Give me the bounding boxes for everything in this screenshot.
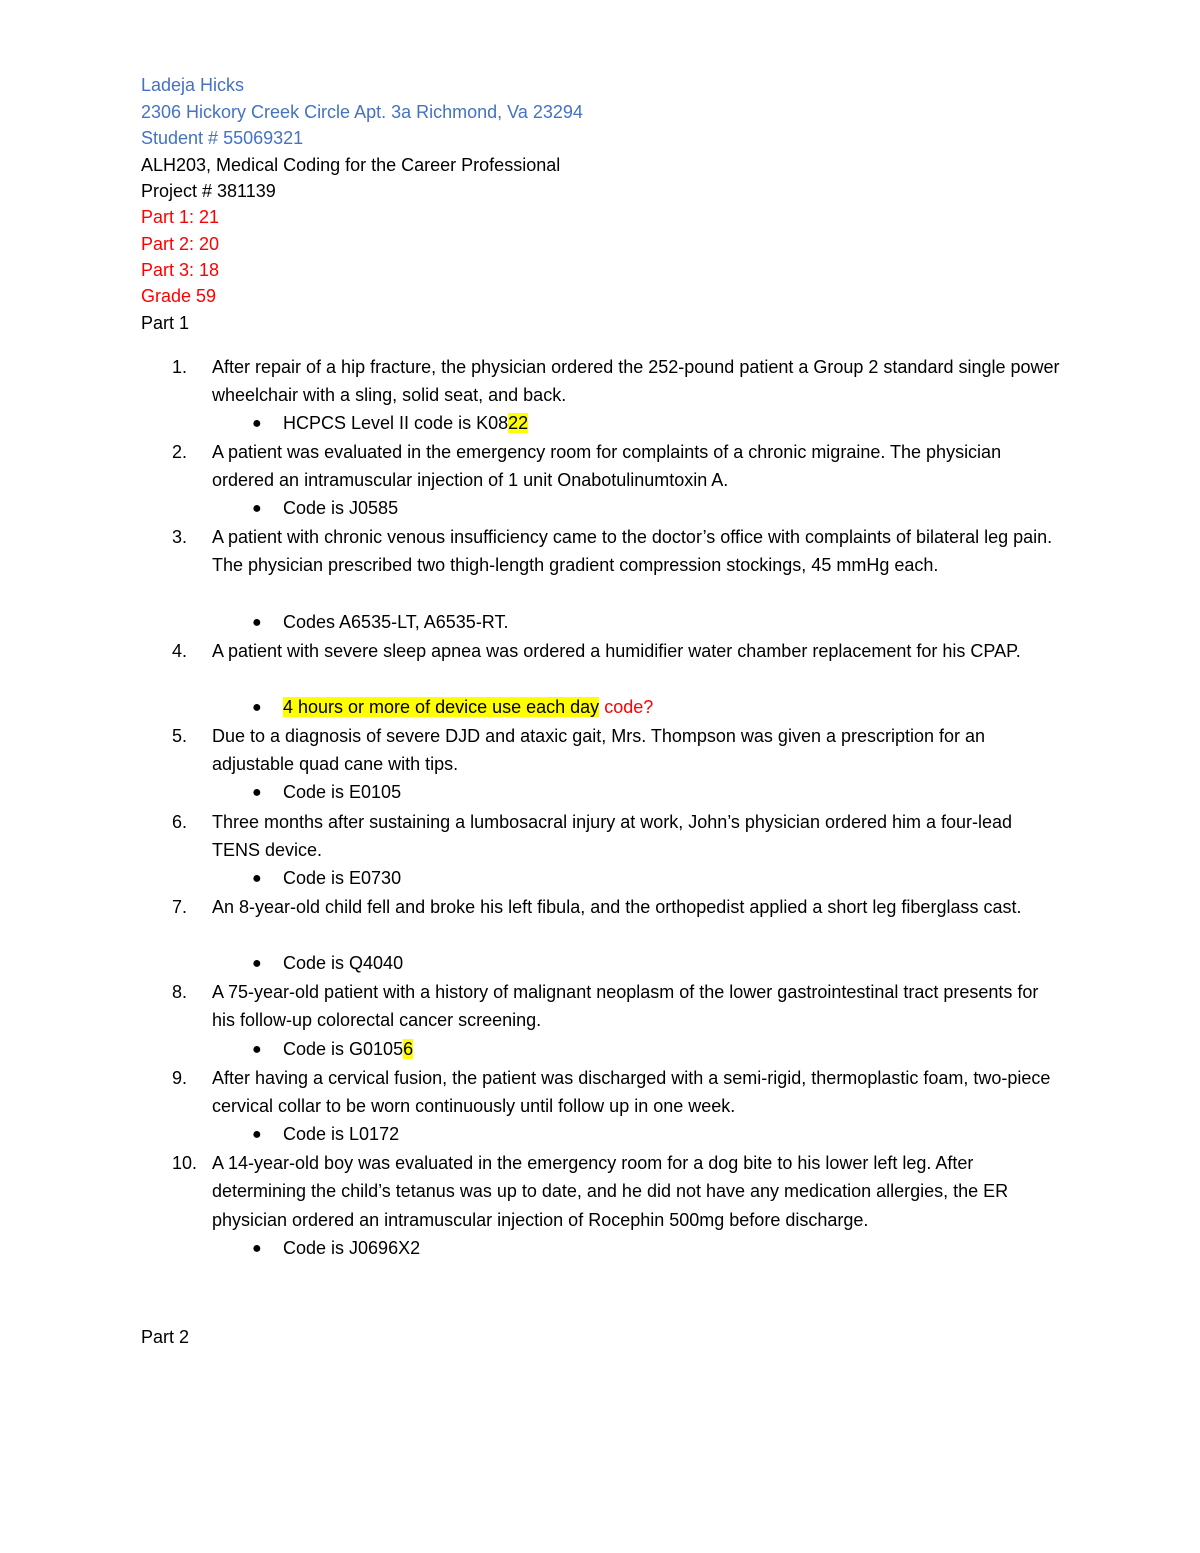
answer <box>283 693 653 721</box>
answer <box>283 409 528 437</box>
bullet-icon: ● <box>252 1041 262 1058</box>
part1-heading: Part 1 <box>141 313 190 333</box>
bullet-icon: ● <box>252 500 262 517</box>
question-text: Three months after sustaining a lumbosacral injury at work, John’s physician ordered him a four-lead TENS device. <box>212 812 1013 861</box>
answer-highlight: 4 hours or more of device use each day <box>283 697 600 717</box>
bullet-icon: ● <box>252 699 262 716</box>
bullet-icon: ● <box>252 784 262 801</box>
course-title: ALH203, Medical Coding for the Career Professional <box>141 155 561 175</box>
bullet-icon: ● <box>252 955 262 972</box>
bullet-icon: ● <box>252 1126 262 1143</box>
student-address: 2306 Hickory Creek Circle Apt. 3a Richmond, Va 23294 <box>141 102 583 122</box>
question-number: 1. <box>172 357 188 377</box>
answer: Codes A6535-LT, A6535-RT. <box>283 612 509 632</box>
part3-score: Part 3: 18 <box>141 260 220 280</box>
question-text: After repair of a hip fracture, the physician ordered the 252-pound patient a Group 2 standard single power wheelchair with a sling, solid seat, and back. <box>212 357 1060 406</box>
question-number: 8. <box>172 982 188 1002</box>
project-number: Project # 381139 <box>141 181 276 201</box>
question-text: A patient was evaluated in the emergency room for complaints of a chronic migraine. The physician ordered an intramuscular injection of 1 unit Onabotulinumtoxin A. <box>212 442 1002 491</box>
question-text: A patient with chronic venous insufficiency came to the doctor’s office with complaints of bilateral leg pain. The physician prescribed two thigh-length gradient compression stockings, 45 mmHg each. <box>212 527 1053 576</box>
answer: Code is J0585 <box>283 498 399 518</box>
grade: Grade 59 <box>141 286 217 306</box>
question-number: 4. <box>172 641 188 661</box>
part2-heading: Part 2 <box>141 1327 190 1347</box>
bullet-icon: ● <box>252 1240 262 1257</box>
question-number: 2. <box>172 442 188 462</box>
answer <box>283 1035 413 1063</box>
question-text: A patient with severe sleep apnea was ordered a humidifier water chamber replacement for his CPAP. <box>212 641 1021 661</box>
answer: Code is Q4040 <box>283 953 404 973</box>
question-text: After having a cervical fusion, the patient was discharged with a semi-rigid, thermoplastic foam, two-piece cervical collar to be worn continuously until follow up in one week. <box>212 1068 1051 1117</box>
question-number: 10. <box>172 1153 198 1173</box>
part2-score: Part 2: 20 <box>141 234 220 254</box>
answer-text: Code is G0105 <box>283 1039 404 1059</box>
question-text: An 8-year-old child fell and broke his left fibula, and the orthopedist applied a short leg fiberglass cast. <box>212 897 1022 917</box>
question-text: A 75-year-old patient with a history of malignant neoplasm of the lower gastrointestinal tract presents for his follow-up colorectal cancer screening. <box>212 982 1039 1031</box>
question-number: 7. <box>172 897 188 917</box>
part1-score: Part 1: 21 <box>141 207 220 227</box>
bullet-icon: ● <box>252 415 262 432</box>
student-number: Student # 55069321 <box>141 128 304 148</box>
answer-highlight: 6 <box>403 1039 414 1059</box>
question-number: 6. <box>172 812 188 832</box>
student-name: Ladeja Hicks <box>141 75 245 95</box>
question-text: Due to a diagnosis of severe DJD and ataxic gait, Mrs. Thompson was given a prescription for an adjustable quad cane with tips. <box>212 726 986 775</box>
question-number: 9. <box>172 1068 188 1088</box>
bullet-icon: ● <box>252 614 262 631</box>
answer: Code is J0696X2 <box>283 1238 421 1258</box>
question-text: A 14-year-old boy was evaluated in the emergency room for a dog bite to his lower left leg. After determining the child’s tetanus was up to date, and he did not have any medication allergies, the ER physician ordered an intramuscular injection of Rocephin 500mg before discharge. <box>212 1153 1009 1230</box>
answer: Code is E0730 <box>283 868 402 888</box>
answer: Code is E0105 <box>283 782 402 802</box>
bullet-icon: ● <box>252 870 262 887</box>
answer: Code is L0172 <box>283 1124 400 1144</box>
answer-text: HCPCS Level II code is K08 <box>283 413 509 433</box>
question-number: 3. <box>172 527 188 547</box>
answer-highlight: 22 <box>508 413 529 433</box>
question-number: 5. <box>172 726 188 746</box>
answer-note: code? <box>599 697 654 717</box>
